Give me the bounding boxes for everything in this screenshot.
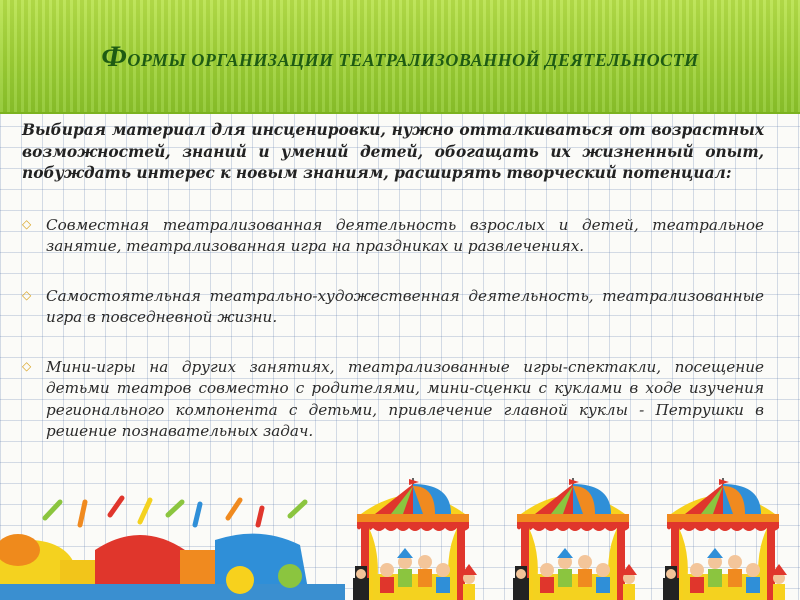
bullet-text: Совместная театрализованная деятельность взрослых и детей, театральное занятие, театрализованная игра на праздниках и развлечениях.	[46, 215, 764, 255]
slide-title	[0, 40, 800, 74]
bullet-item-2	[22, 286, 764, 329]
bullet-text: Мини-игры на других занятиях, театрализованные игры-спектакли, посещение детьми театров совместно с родителями, мини-сценки с куклами в ходе изучения регионального компонента с детьми, привлечение главной куклы - Петрушки в решение познавательных задач.	[46, 357, 764, 440]
toy-blocks-illustration	[0, 480, 345, 600]
slide-content	[22, 120, 764, 471]
title-band	[0, 0, 800, 114]
intro-paragraph: Выбирая материал для инсценировки, нужно отталкиваться от возрастных возможностей, знаний и умений детей, обогащать их жизненный опыт, побуждать интерес к новым знаниям, расширять творческий потенциал:	[22, 121, 764, 182]
bullet-diamond-icon: ◇	[22, 216, 32, 231]
title-rest: ОРМЫ ОРГАНИЗАЦИИ ТЕАТРАЛИЗОВАННОЙ ДЕЯТЕЛЬНОСТИ	[127, 50, 699, 70]
title-first-letter: Ф	[101, 40, 128, 73]
bullet-text: Самостоятельная театрально-художественная деятельность, театрализованные игра в повседневной жизни.	[46, 286, 764, 326]
bullet-diamond-icon: ◇	[22, 358, 32, 373]
puppet-theater-illustration	[345, 478, 800, 600]
bullet-item-3	[22, 357, 764, 443]
bullet-diamond-icon: ◇	[22, 287, 32, 302]
bullet-list	[22, 215, 764, 443]
bullet-item-1	[22, 215, 764, 258]
